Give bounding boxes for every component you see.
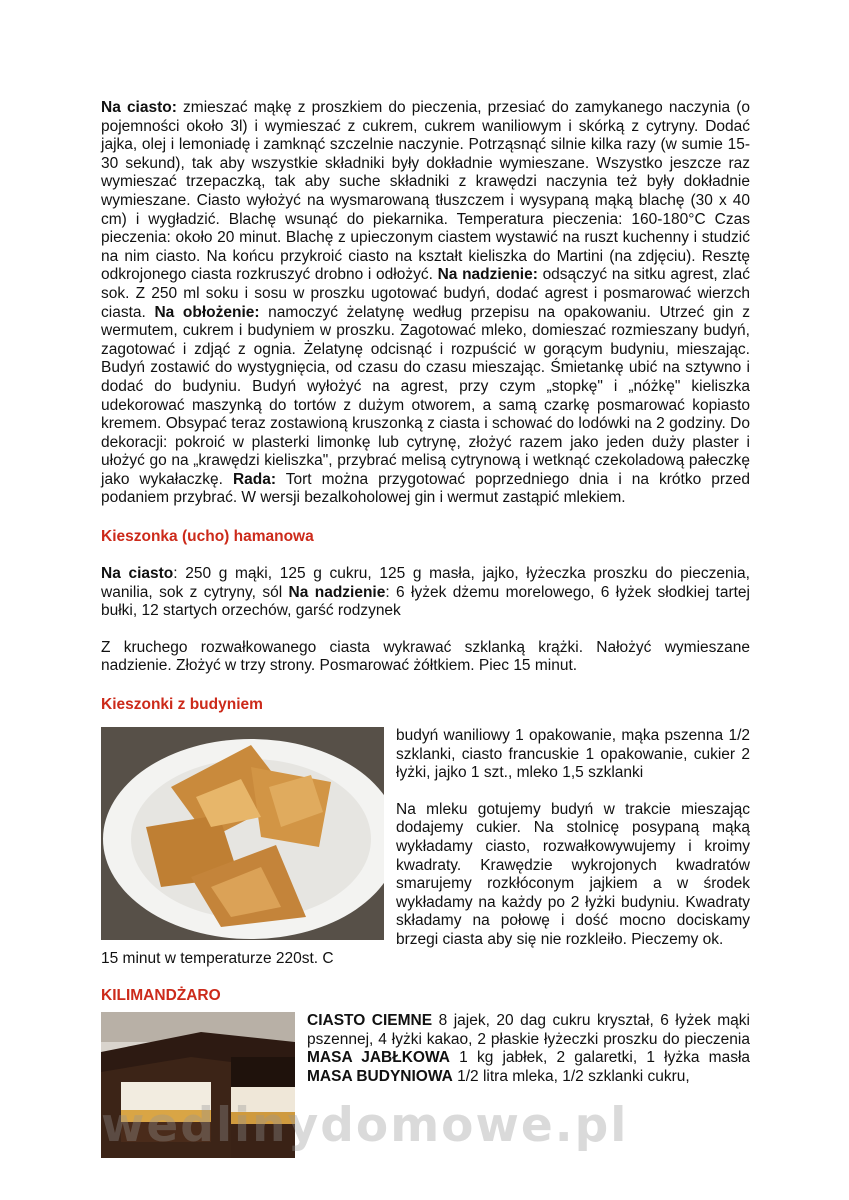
kieszonki-ingredients: budyń waniliowy 1 opakowanie, mąka pszenna 1/2 szklanki, ciasto francuskie 1 opakowanie, cukier 2 łyżki, jajko 1 szt., mleko 1,5 szklanki <box>396 727 750 782</box>
kieszonka-ingredients: Na ciasto: 250 g mąki, 125 g cukru, 125 g masła, jajko, łyżeczka proszku do pieczenia, wanilia, sok z cytryny, sól Na nadzienie: 6 łyżek dżemu morelowego, 6 łyżek słodkiej tartej bułki, 12 startych orzechów, garść rodzynek <box>101 565 750 620</box>
watermark: wedlinydomowe.pl <box>101 1098 629 1153</box>
section-title-kieszonki-z-budyniem: Kieszonki z budyniem <box>101 696 263 714</box>
kieszonka-method: Z kruchego rozwałkowanego ciasta wykrawać szklanką krążki. Nałożyć wymieszane nadzienie. Złożyć w trzy strony. Posmarować żółtkiem. Piec 15 minut. <box>101 638 750 675</box>
kieszonki-method: Na mleku gotujemy budyń w trakcie mieszając dodajemy cukier. Na stolnicę posypaną mąką wykładamy ciasto, rozwałkowywujemy i kroimy kwadraty. Krawędzie wykrojonych kwadratów smarujemy rozkłóconym jajkiem a w środek wykładamy na każdy po 2 łyżki budyniu. Kwadraty składamy na połowę i dość mocno dociskamy brzegi ciasta aby się nie rozkleiło. Pieczemy ok. <box>396 800 750 948</box>
label-rada: Rada: <box>232 470 277 488</box>
kieszonki-block <box>101 727 750 950</box>
label-na-oblozenie: Na obłożenie: <box>154 303 260 321</box>
section-title-kilimandzaro: KILIMANDŻARO <box>101 987 221 1005</box>
pastry-photo <box>101 727 384 940</box>
label-na-ciasto: Na ciasto: <box>101 99 177 116</box>
intro-paragraph: Na ciasto: zmieszać mąkę z proszkiem do pieczenia, przesiać do zamykanego naczynia (o pojemności około 3l) i wymieszać z cukrem, cukrem waniliowym i skórką z cytryny. Dodać jajka, olej i lemoniadę i zamknąć szczelnie naczynie. Potrząsnąć silnie kilka razy (w sumie 15-30 sekund), tak aby wszystkie składniki były dokładnie wymieszane. Wszystko jeszcze raz wymieszać trzepaczką, tak aby suche składniki z krawędzi naczynia też były dokładnie wymieszane. Ciasto wyłożyć na wysmarowaną tłuszczem i wysypaną mąką blachę (30 x 40 cm) i wygładzić. Blachę wsunąć do piekarnika. Temperatura pieczenia: 160-180°C Czas pieczenia: około 20 minut. Blachę z upieczonym ciastem wystawić na ruszt kuchenny i studzić na nim ciasto. Na końcu przykroić ciasto na kształt kieliszka do Martini (na zdjęciu). Resztę odkrojonego ciasta rozkruszyć drobno i odłożyć. Na nadzienie: odsączyć na sitku agrest, zlać sok. Z 250 ml soku i sosu w proszku ugotować budyń, dodać agrest i posmarować wierzch ciasta. Na obłożenie: namoczyć żelatynę według przepisu na opakowaniu. Utrzeć gin z wermutem, cukrem i budyniem w proszku. Zagotować mleko, domieszać rozmieszany budyń, zagotować i zdjąć z ognia. Żelatynę odcisnąć i rozpuścić w gorącym budyniu, mieszając. Budyń zostawić do wystygnięcia, od czasu do czasu mieszając. Śmietankę ubić na sztywno i dodać do budyniu. Budyń wyłożyć na agrest, przy czym „stopkę" i „nóżkę" kieliszka udekorować maszynką do tortów z dużym otworem, a samą czarkę posmarować kopiasto kremem. Obsypać teraz zostawioną kruszonką z ciasta i schować do lodówki na 2 godziny. Do dekoracji: pokroić w plasterki limonkę lub cytrynę, złożyć razem jako jeden duży plaster i ułożyć go na „krawędzi kieliszka", przybrać melisą cytrynową i wetknąć czekoladową pałeczkę jako wykałaczkę. Rada: Tort można przygotować poprzedniego dnia i na krótko przed podaniem przybrać. W wersji bezalkoholowej gin i wermut zastąpić mlekiem. <box>101 99 750 507</box>
kieszonki-method-end: 15 minut w temperaturze 220st. C <box>101 949 334 967</box>
label-na-nadzienie: Na nadzienie: <box>437 266 538 284</box>
section-title-kieszonka: Kieszonka (ucho) hamanowa <box>101 528 314 546</box>
document-page <box>101 99 750 1158</box>
kilimandzaro-ingredients: CIASTO CIEMNE 8 jajek, 20 dag cukru kryształ, 6 łyżek mąki pszennej, 4 łyżki kakao, 2 płaskie łyżeczki proszku do pieczenia MASA JABŁKOWA 1 kg jabłek, 2 galaretki, 1 łyżka masła MASA BUDYNIOWA 1/2 litra mleka, 1/2 szklanki cukru, <box>307 1012 750 1085</box>
